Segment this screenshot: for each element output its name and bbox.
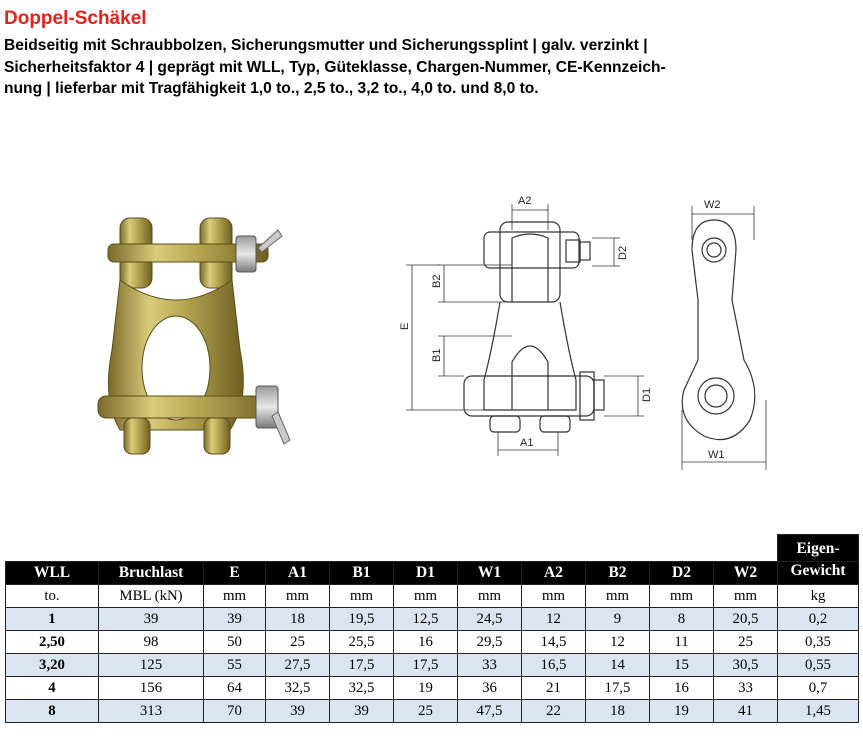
wll-cell: 2,50 (6, 631, 99, 654)
page-title: Doppel-Schäkel (4, 8, 147, 29)
header-cell: Gewicht (778, 562, 859, 585)
table-row (6, 677, 859, 700)
table-header-extra-row (6, 535, 859, 562)
label-b2: B2 (431, 274, 443, 288)
spec-table (5, 534, 859, 723)
table-cell: 25 (714, 631, 778, 654)
table-cell: 50 (204, 631, 266, 654)
table-cell: 98 (99, 631, 204, 654)
table-cell: 17,5 (394, 654, 458, 677)
header-cell: A1 (266, 562, 330, 585)
wll-cell: 4 (6, 677, 99, 700)
table-cell: 1,45 (778, 700, 859, 723)
unit-cell: mm (266, 585, 330, 608)
wll-cell: 8 (6, 700, 99, 723)
table-cell: 11 (650, 631, 714, 654)
table-cell: 47,5 (458, 700, 522, 723)
table-row (6, 631, 859, 654)
shackle-photo (90, 200, 305, 470)
unit-cell: mm (394, 585, 458, 608)
description-line: Sicherheitsfaktor 4 | geprägt mit WLL, Typ, Güteklasse, Chargen-Nummer, CE-Kennzeich- (4, 58, 666, 76)
unit-cell: mm (714, 585, 778, 608)
table-cell: 19 (650, 700, 714, 723)
table-row (6, 608, 859, 631)
wll-cell: 1 (6, 608, 99, 631)
table-cell: 8 (650, 608, 714, 631)
table-cell: 9 (586, 608, 650, 631)
table-cell: 12 (522, 608, 586, 631)
table-cell: 55 (204, 654, 266, 677)
table-cell: 0,35 (778, 631, 859, 654)
table-cell: 29,5 (458, 631, 522, 654)
header-cell: A2 (522, 562, 586, 585)
description-line: Beidseitig mit Schraubbolzen, Sicherungsmutter und Sicherungssplint | galv. verzinkt | (4, 37, 648, 54)
table-cell: 14,5 (522, 631, 586, 654)
table-cell: 22 (522, 700, 586, 723)
table-cell: 30,5 (714, 654, 778, 677)
table-cell: 64 (204, 677, 266, 700)
unit-cell: mm (586, 585, 650, 608)
units-row (6, 585, 859, 608)
description-line: nung | lieferbar mit Tragfähigkeit 1,0 to., 2,5 to., 3,2 to., 4,0 to. und 8,0 to. (4, 80, 539, 97)
header-cell: B1 (330, 562, 394, 585)
header-cell: E (204, 562, 266, 585)
table-row (6, 654, 859, 677)
table-cell: 14 (586, 654, 650, 677)
table-cell: 70 (204, 700, 266, 723)
header-cell: W2 (714, 562, 778, 585)
table-cell: 36 (458, 677, 522, 700)
table-cell: 19,5 (330, 608, 394, 631)
label-w2: W2 (704, 199, 721, 211)
table-cell: 0,2 (778, 608, 859, 631)
table-cell: 25,5 (330, 631, 394, 654)
table-cell: 32,5 (330, 677, 394, 700)
table-cell: 16 (394, 631, 458, 654)
technical-drawing-front (380, 190, 680, 480)
unit-cell: mm (204, 585, 266, 608)
table-cell: 25 (266, 631, 330, 654)
table-cell: 33 (714, 677, 778, 700)
label-a1: A1 (520, 437, 534, 449)
product-description (4, 35, 860, 100)
table-cell: 39 (330, 700, 394, 723)
header-cell: Bruchlast (99, 562, 204, 585)
table-header-row (6, 562, 859, 585)
table-cell: 24,5 (458, 608, 522, 631)
table-body (6, 608, 859, 723)
table-cell: 12,5 (394, 608, 458, 631)
table-cell: 21 (522, 677, 586, 700)
table-cell: 125 (99, 654, 204, 677)
header-cell: W1 (458, 562, 522, 585)
unit-cell: mm (522, 585, 586, 608)
table-cell: 16,5 (522, 654, 586, 677)
header-cell: WLL (6, 562, 99, 585)
table-row (6, 700, 859, 723)
table-cell: 18 (586, 700, 650, 723)
table-cell: 39 (99, 608, 204, 631)
table-cell: 39 (204, 608, 266, 631)
label-a2: A2 (518, 195, 532, 207)
table-cell: 27,5 (266, 654, 330, 677)
table-cell: 41 (714, 700, 778, 723)
table-cell: 0,7 (778, 677, 859, 700)
table-cell: 17,5 (586, 677, 650, 700)
table-cell: 0,55 (778, 654, 859, 677)
unit-cell: mm (650, 585, 714, 608)
table-cell: 39 (266, 700, 330, 723)
unit-cell: MBL (kN) (99, 585, 204, 608)
table-cell: 17,5 (330, 654, 394, 677)
table-cell: 12 (586, 631, 650, 654)
unit-cell: to. (6, 585, 99, 608)
table-cell: 18 (266, 608, 330, 631)
header-cell: D1 (394, 562, 458, 585)
table-cell: 16 (650, 677, 714, 700)
label-e: E (399, 322, 411, 330)
table-cell: 156 (99, 677, 204, 700)
table-cell: 19 (394, 677, 458, 700)
unit-cell: kg (778, 585, 859, 608)
table-cell: 15 (650, 654, 714, 677)
wll-cell: 3,20 (6, 654, 99, 677)
label-b1: B1 (431, 348, 443, 362)
label-d1: D1 (641, 387, 653, 402)
technical-drawing-side (670, 190, 790, 480)
table-cell: 25 (394, 700, 458, 723)
table-cell: 313 (99, 700, 204, 723)
label-w1: W1 (708, 449, 725, 461)
header-eigen: Eigen- (778, 535, 859, 562)
table-cell: 32,5 (266, 677, 330, 700)
unit-cell: mm (458, 585, 522, 608)
unit-cell: mm (330, 585, 394, 608)
table-cell: 33 (458, 654, 522, 677)
table-cell: 20,5 (714, 608, 778, 631)
label-d2: D2 (617, 245, 629, 260)
header-cell: D2 (650, 562, 714, 585)
header-cell: B2 (586, 562, 650, 585)
